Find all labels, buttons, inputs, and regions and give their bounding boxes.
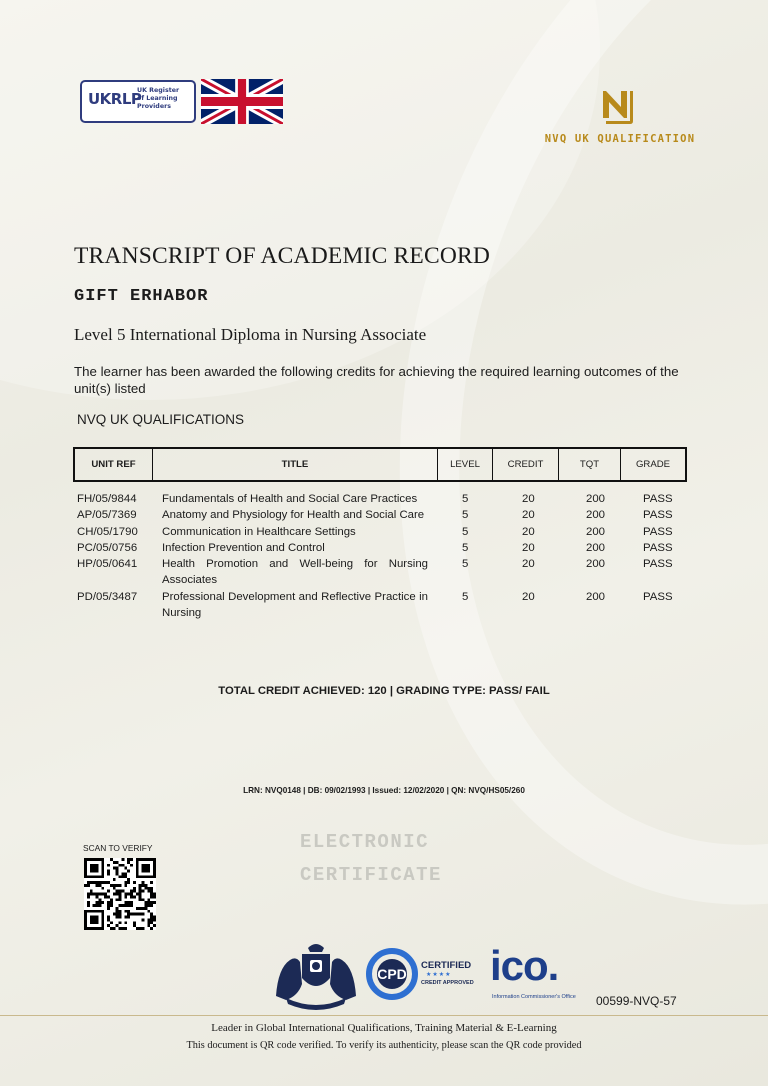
learner-name: GIFT ERHABOR <box>74 287 209 306</box>
unit-ref: HP/05/0641 <box>77 558 138 571</box>
total-credit: TOTAL CREDIT ACHIEVED: 120 | GRADING TYPE: PASS/ FAIL <box>218 685 550 697</box>
unit-credit: 20 <box>522 590 535 603</box>
unit-ref: CH/05/1790 <box>77 525 138 538</box>
unit-level: 5 <box>462 525 469 538</box>
intro-text: The learner has been awarded the following credits for achieving the required learning outcomes of the unit(s) listed <box>74 364 679 396</box>
column-header: CREDIT <box>493 449 559 480</box>
table-row <box>77 589 687 622</box>
ico-logo <box>490 942 586 1004</box>
table-row <box>77 540 687 556</box>
ico-main-text: ico. <box>490 942 559 989</box>
unit-credit: 20 <box>522 558 535 571</box>
unit-tqt: 200 <box>586 493 606 505</box>
unit-tqt: 200 <box>586 558 606 571</box>
unit-tqt: 200 <box>586 525 606 538</box>
unit-title: Professional Development and Reflective Practice in Nursing <box>162 590 428 620</box>
column-header: GRADE <box>635 459 671 470</box>
unit-title: Anatomy and Physiology for Health and Social Care <box>162 509 425 522</box>
cpd-sub-text: CREDIT APPROVED <box>421 980 474 986</box>
page-title: TRANSCRIPT OF ACADEMIC RECORD <box>74 243 491 269</box>
unit-grade: PASS <box>643 558 673 571</box>
svg-text:CPD: CPD <box>377 966 407 982</box>
nvq-monogram-icon <box>600 88 636 126</box>
unit-ref: AP/05/7369 <box>77 509 137 522</box>
certificate-serial: 00599-NVQ-57 <box>596 994 677 1008</box>
unit-level: 5 <box>462 590 469 603</box>
footer-divider <box>0 1015 768 1016</box>
unit-credit: 20 <box>522 525 535 538</box>
unit-level: 5 <box>462 541 469 554</box>
table-row <box>77 491 687 507</box>
unit-grade: PASS <box>643 509 673 522</box>
royal-coat-of-arms-icon <box>272 938 360 1010</box>
unit-credit: 20 <box>522 493 535 505</box>
unit-level: 5 <box>462 509 469 522</box>
cpd-certified-badge <box>366 948 484 1000</box>
unit-credit: 20 <box>522 541 535 554</box>
unit-grade: PASS <box>643 493 673 505</box>
unit-ref: FH/05/9844 <box>77 493 137 505</box>
union-jack-flag-icon <box>201 79 283 124</box>
table-row <box>77 507 687 523</box>
column-header: UNIT REF <box>75 449 153 480</box>
unit-level: 5 <box>462 558 469 571</box>
column-header: TQT <box>559 449 621 480</box>
unit-tqt: 200 <box>586 541 606 554</box>
footer-verify-note: This document is QR code verified. To verify its authenticity, please scan the QR code provided <box>186 1040 582 1051</box>
unit-title: Health Promotion and Well-being for Nursing Associates <box>162 558 428 587</box>
unit-tqt: 200 <box>586 590 606 603</box>
unit-credit: 20 <box>522 509 535 522</box>
unit-title: Communication in Healthcare Settings <box>162 525 356 538</box>
cpd-stars: ★★★★ <box>426 971 452 978</box>
ico-sub-text: Information Commissioner's Office <box>492 994 576 1000</box>
unit-ref: PD/05/3487 <box>77 590 138 603</box>
column-header: LEVEL <box>438 449 493 480</box>
learner-meta: LRN: NVQ0148 | DB: 09/02/1993 | Issued: 12/02/2020 | QN: NVQ/HS05/260 <box>243 786 525 795</box>
unit-title: Infection Prevention and Control <box>162 541 325 554</box>
column-header: TITLE <box>153 449 438 480</box>
table-row <box>77 556 687 589</box>
table-header <box>73 447 687 482</box>
unit-tqt: 200 <box>586 509 606 522</box>
unit-level: 5 <box>462 493 469 505</box>
brand-name: NVQ UK QUALIFICATION <box>544 133 696 145</box>
cpd-logo-icon <box>366 948 418 1000</box>
qualification-title: Level 5 International Diploma in Nursing Associate <box>74 325 427 344</box>
awarding-body: NVQ UK QUALIFICATIONS <box>77 412 245 427</box>
ukrlp-logo-text: UKRLP <box>88 90 142 108</box>
units-table-body <box>77 491 687 621</box>
scan-label: SCAN TO VERIFY <box>83 843 153 853</box>
electronic-certificate-watermark: ELECTRONIC CERTIFICATE <box>300 831 442 886</box>
cpd-main-text: CERTIFIED <box>421 960 472 971</box>
unit-title: Fundamentals of Health and Social Care Practices <box>162 493 418 505</box>
unit-grade: PASS <box>643 541 673 554</box>
qr-code-icon[interactable] <box>84 858 156 930</box>
ukrlp-logo-subtext: UK Register of Learning Providers <box>137 87 180 110</box>
unit-grade: PASS <box>643 590 673 603</box>
unit-ref: PC/05/0756 <box>77 541 138 554</box>
unit-grade: PASS <box>643 525 673 538</box>
footer-tagline: Leader in Global International Qualifications, Training Material & E-Learning <box>211 1022 557 1034</box>
ukrlp-logo <box>80 80 196 123</box>
table-row <box>77 524 687 540</box>
